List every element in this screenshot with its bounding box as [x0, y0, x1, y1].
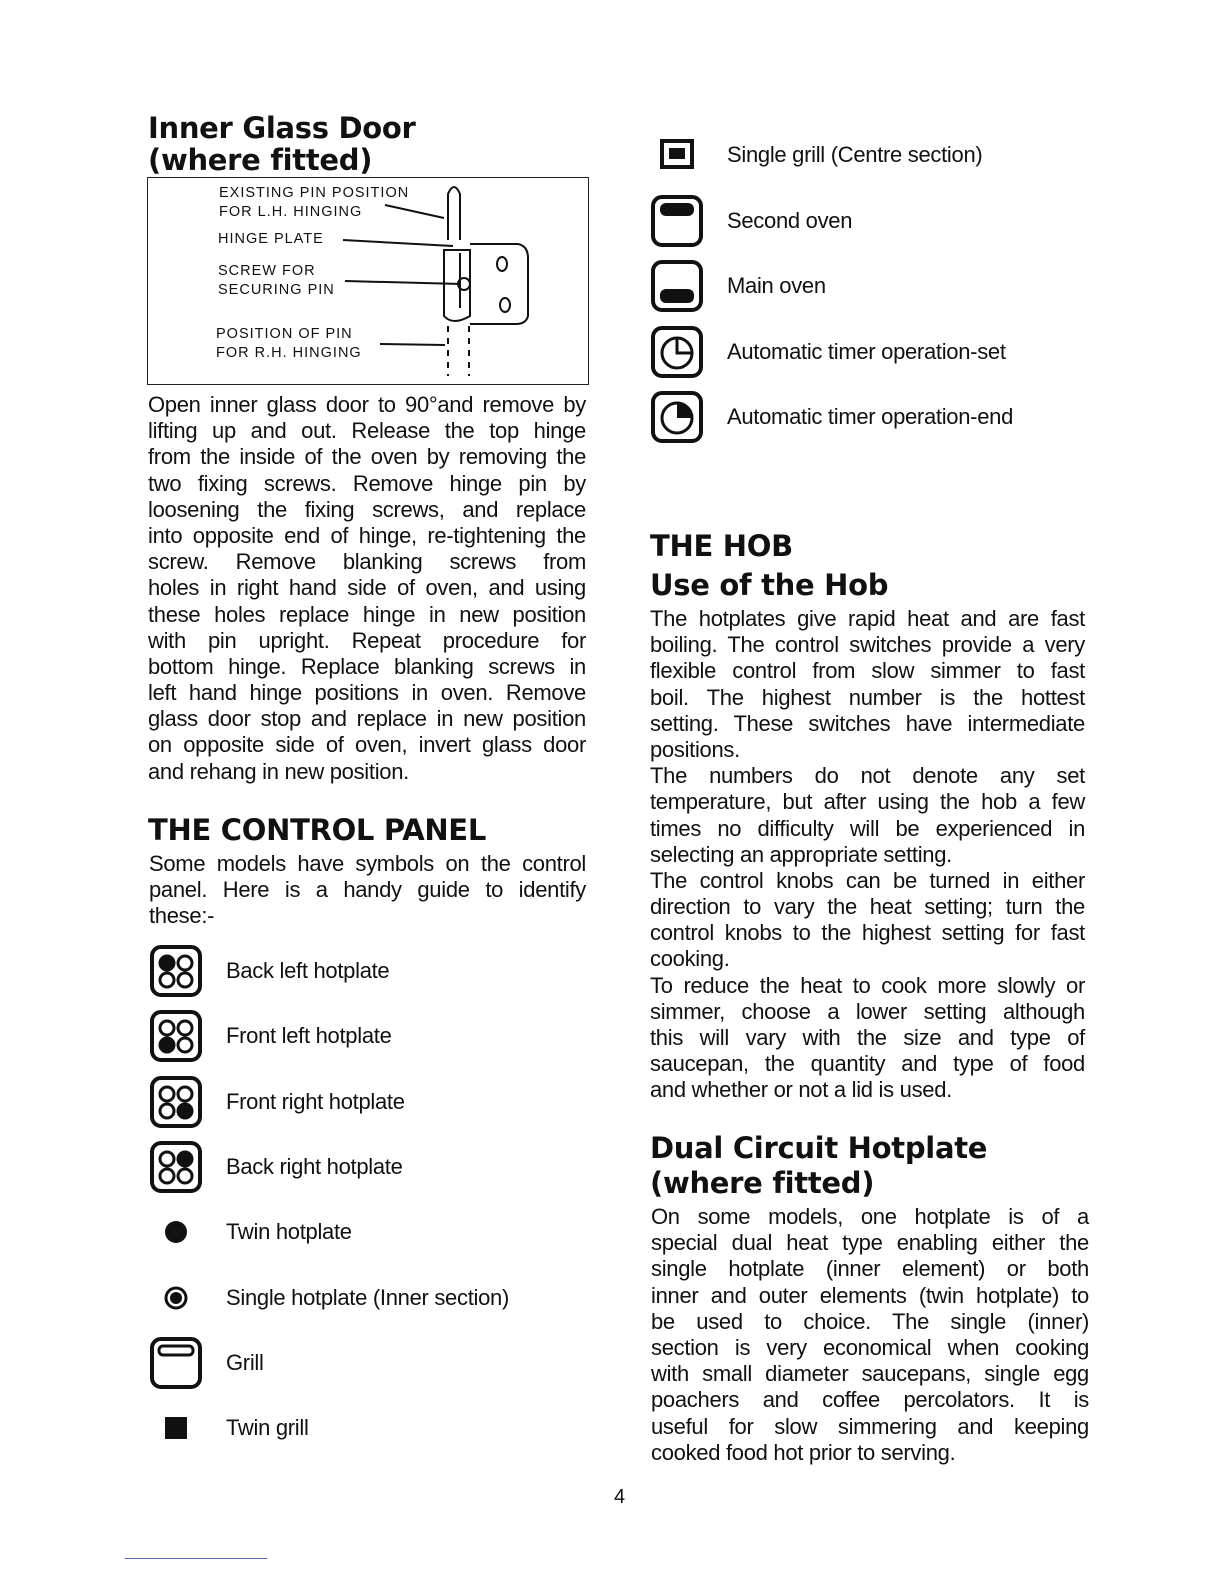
text-line: control knobs to the highest setting for fast: [650, 920, 1085, 946]
text-line: glass door stop and replace in new position: [148, 706, 586, 732]
symbol-label: Back right hotplate: [226, 1153, 403, 1179]
text-line: Some models have symbols on the control: [149, 851, 586, 876]
page-number: 4: [614, 1486, 626, 1508]
text-line: To reduce the heat to cook more slowly or: [650, 972, 1085, 998]
text-line: with pin upright. Repeat procedure for: [148, 627, 586, 653]
text-line: inner and outer elements (twin hotplate) to: [651, 1282, 1089, 1308]
front-right-hotplate-icon: [148, 1074, 204, 1130]
symbol-item: [649, 258, 826, 314]
diagram-label: SECURING PIN: [218, 282, 335, 298]
text-line: and rehang in new position.: [148, 758, 409, 784]
text-line: The numbers do not denote any set: [650, 763, 1085, 789]
single-hotplate-icon: [148, 1270, 204, 1326]
symbol-label: Main oven: [727, 273, 826, 298]
text-line: direction to vary the heat setting; turn the: [650, 894, 1085, 920]
text-line: saucepan, the quantity and type of food: [650, 1051, 1085, 1077]
text-line: section is very economical when cooking: [651, 1334, 1089, 1360]
symbol-label: Front left hotplate: [226, 1023, 392, 1049]
text-line: cooking.: [650, 946, 730, 972]
symbol-label: Front right hotplate: [226, 1088, 405, 1114]
grill-icon: [148, 1335, 204, 1391]
symbol-item: [148, 1008, 392, 1064]
symbol-label: Automatic timer operation-set: [727, 338, 1006, 364]
symbol-label: Back left hotplate: [226, 958, 390, 983]
diagram-label: HINGE PLATE: [218, 231, 324, 247]
symbol-label: Single grill (Centre section): [727, 142, 983, 167]
dual-circuit-text: [651, 1204, 1089, 1466]
hob-text: [650, 606, 1085, 1104]
main-oven-icon: [649, 258, 705, 314]
text-line: these holes replace hinge in new position: [148, 601, 586, 627]
text-line: loosening the fixing screws, and replace: [148, 496, 586, 522]
text-line: cooked food hot prior to serving.: [651, 1439, 956, 1465]
text-line: positions.: [650, 736, 740, 762]
text-line: left hand hinge positions in oven. Remove: [148, 680, 586, 706]
inner-glass-door-text: [148, 392, 586, 785]
symbol-label: Twin grill: [226, 1415, 309, 1441]
symbol-item: [649, 127, 982, 183]
text-line: this will vary with the size and type of: [650, 1025, 1085, 1050]
diagram-label: FOR L.H. HINGING: [219, 204, 363, 220]
control-panel-title: THE CONTROL PANEL: [148, 813, 487, 847]
text-line: holes in right hand side of oven, and using: [148, 575, 586, 601]
text-line: on opposite side of oven, invert glass door: [148, 732, 586, 758]
hob-title: THE HOB: [650, 529, 793, 563]
text-line: lifting up and out. Release the top hinge: [148, 418, 586, 444]
text-line: poachers and coffee percolators. It is: [651, 1387, 1089, 1413]
single-grill-icon: [649, 127, 705, 183]
inner-glass-door-title: Inner Glass Door: [148, 111, 416, 145]
text-line: selecting an appropriate setting.: [650, 841, 952, 867]
back-right-hotplate-icon: [148, 1139, 204, 1195]
twin-hotplate-icon: [148, 1204, 204, 1260]
text-line: with small diameter saucepans, single egg: [651, 1361, 1089, 1387]
text-line: single hotplate (inner element) or both: [651, 1256, 1089, 1282]
text-line: these:-: [149, 903, 215, 929]
control-panel-intro: [149, 851, 586, 930]
symbol-item: [148, 1074, 405, 1130]
text-line: into opposite end of hinge, re-tightening the: [148, 522, 586, 548]
twin-grill-icon: [148, 1400, 204, 1456]
dual-circuit-subtitle: (where fitted): [650, 1166, 875, 1200]
hinge-illustration: [148, 178, 590, 386]
text-line: flexible control from slow simmer to fast: [650, 658, 1085, 684]
symbol-item: [649, 389, 1013, 445]
text-line: two fixing screws. Remove hinge pin by: [148, 470, 586, 496]
text-line: times no difficulty will be experienced in: [650, 815, 1085, 841]
hinge-diagram: [147, 177, 589, 385]
text-line: temperature, but after using the hob a few: [650, 789, 1085, 815]
symbol-item: [649, 193, 852, 249]
diagram-label: FOR R.H. HINGING: [216, 345, 362, 361]
symbol-label: Single hotplate (Inner section): [226, 1284, 509, 1310]
inner-glass-door-subtitle: (where fitted): [148, 143, 373, 177]
symbol-item: [148, 1204, 352, 1260]
footer-rule: [125, 1558, 267, 1559]
hob-subtitle: Use of the Hob: [650, 568, 889, 602]
text-line: The control knobs can be turned in either: [650, 867, 1085, 893]
text-line: boil. The highest number is the hottest: [650, 684, 1085, 710]
diagram-label: SCREW FOR: [218, 263, 316, 279]
text-line: bottom hinge. Replace blanking screws in: [148, 653, 586, 679]
symbol-label: Automatic timer operation-end: [727, 404, 1014, 429]
symbol-item: [649, 324, 1006, 380]
diagram-label: EXISTING PIN POSITION: [219, 185, 410, 201]
text-line: panel. Here is a handy guide to identify: [149, 877, 586, 903]
text-line: boiling. The control switches provide a very: [650, 632, 1085, 658]
symbol-item: [148, 1139, 403, 1195]
symbol-label: Second oven: [727, 207, 853, 233]
text-line: Open inner glass door to 90°and remove by: [148, 392, 586, 417]
text-line: setting. These switches have intermediate: [650, 710, 1085, 736]
text-line: screw. Remove blanking screws from: [148, 549, 586, 575]
symbol-item: [148, 1335, 264, 1391]
text-line: and whether or not a lid is used.: [650, 1077, 952, 1103]
second-oven-icon: [649, 193, 705, 249]
symbol-item: [148, 1400, 309, 1456]
timer-set-icon: [649, 324, 705, 380]
diagram-label: POSITION OF PIN: [216, 326, 353, 342]
dual-circuit-title: Dual Circuit Hotplate: [650, 1131, 988, 1165]
text-line: simmer, choose a lower setting although: [650, 998, 1085, 1024]
text-line: On some models, one hotplate is of a: [651, 1204, 1089, 1229]
text-line: from the inside of the oven by removing the: [148, 444, 586, 470]
text-line: The hotplates give rapid heat and are fast: [650, 606, 1085, 631]
text-line: useful for slow simmering and keeping: [651, 1413, 1089, 1439]
symbol-item: [148, 1270, 509, 1326]
text-line: special dual heat type enabling either the: [651, 1230, 1089, 1256]
back-left-hotplate-icon: [148, 943, 204, 999]
text-line: be used to choice. The single (inner): [651, 1308, 1089, 1334]
timer-end-icon: [649, 389, 705, 445]
front-left-hotplate-icon: [148, 1008, 204, 1064]
symbol-label: Twin hotplate: [226, 1219, 352, 1245]
symbol-item: [148, 943, 389, 999]
symbol-label: Grill: [226, 1349, 264, 1375]
